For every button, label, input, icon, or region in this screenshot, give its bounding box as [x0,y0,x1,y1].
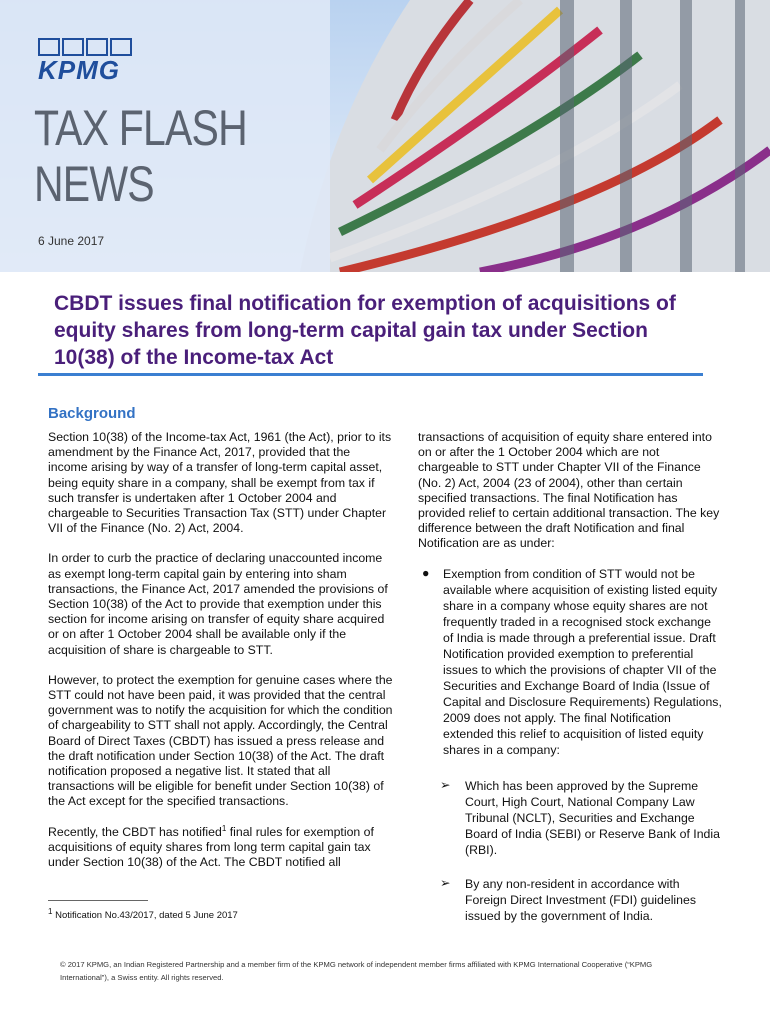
footnote [48,906,238,921]
sub-bullet-text-2: By any non-resident in accordance with Foreign Direct Investment (FDI) guidelines issued by the government of India. [465,876,696,923]
publication-title-line2: NEWS [34,156,154,212]
article-headline: CBDT issues final notification for exemption of acquisitions of equity shares from long-term capital gain tax under Section 10(38) of the Income-tax Act [54,292,676,369]
footnote-reference[interactable]: 1 [221,823,227,833]
publication-title-line1: TAX FLASH [34,100,247,156]
paragraph-3: However, to protect the exemption for genuine cases where the STT could not have been paid, it was provided that the central government was to notify the acquisition for which the condition of chargeability to STT shall not apply. Accordingly, the Central Board of Direct Taxes (CBDT) has issued a press release and the draft notification under Section 10(38) of the Act. The draft notification proposed a negative list. It stated that all transactions will be eligible for benefit under Section 10(38) of the Act except for the specified transactions. [48,672,393,809]
right-intro: transactions of acquisition of equity share entered into on or after the 1 October 2004 which are not chargeable to STT under Chapter VII of the Finance (No. 2) Act, 2004 (23 of 2004), other than certain specified transactions. The final Notification has provided relief to certain additional transaction. The key difference between the draft Notification and final Notification are as under: [418,430,720,551]
paragraph-2: In order to curb the practice of declaring unaccounted income as exempt long-term capital gain by entering into sham transactions, the Finance Act, 2017 amended the provisions of Section 10(38) of the Act to provide that exemption under this section for income arising on transfer of equity share acquired or on after 1 October 2004 shall be available only if the acquisition of share is chargeable to STT. [48,551,388,657]
section-heading: Background [48,405,136,422]
paragraph-4-start: Recently, the CBDT has notified [48,824,222,839]
list-item [418,566,723,758]
sub-bullet-text-1: Which has been approved by the Supreme Court, High Court, National Company Law Tribunal (NCLT), Securities and Exchange Board of India (SEBI) or Reserve Bank of India (RBI). [465,778,720,857]
headline-divider [38,373,703,376]
sub-list-item [440,876,723,924]
footnote-text: Notification No.43/2017, dated 5 June 2017 [52,910,238,921]
footnote-divider [48,900,148,901]
footnote-number: 1 [48,906,53,916]
left-column [48,430,393,885]
logo-boxes-icon [38,38,132,56]
publication-date: 6 June 2017 [38,234,105,248]
right-column [418,430,723,942]
arrow-bullet-icon: ➢ [440,777,451,792]
copyright-notice: © 2017 KPMG, an Indian Registered Partnership and a member firm of the KPMG network of independent member firms affiliated with KPMG International Cooperative (“KPMG International”), a Swiss entity. All rights reserved. [60,960,653,982]
kpmg-logo [38,38,132,83]
sub-list-item [440,778,723,858]
paragraph-4-end: final rules for exemption of acquisitions of equity shares from long term capital gain tax under Section 10(38) of the Act. The CBDT notified all [48,824,374,870]
arrow-bullet-icon: ➢ [440,875,451,890]
publication-title [34,100,247,212]
bullet-icon: ● [422,565,430,580]
paragraph-4 [48,825,393,871]
bullet-text: Exemption from condition of STT would not be available where acquisition of existing listed equity share in a company whose equity shares are not frequently traded in a recognised stock exchange of India is made through a preferential issue. Draft Notification provided exemption to preferential issues to which the provisions of chapter VII of the Securities and Exchange Board of India (Issue of Capital and Disclosure Requirements) Regulations, 2009 does not apply. The final Notification extended this relief to acquisition of listed equity shares in a company: [443,566,722,757]
header-banner [0,0,770,272]
paragraph-1: Section 10(38) of the Income-tax Act, 1961 (the Act), prior to its amendment by the Finance Act, 2017, provided that the income arising by way of a transfer of long-term capital asset, being equity share in a company, shall be exempt from tax if such transfer is undertaken after 1 October 2004 and chargeable to Securities Transaction Tax (STT) under Chapter VII of the Finance (No. 2) Act, 2004. [48,430,392,536]
logo-text: KPMG [38,55,120,85]
